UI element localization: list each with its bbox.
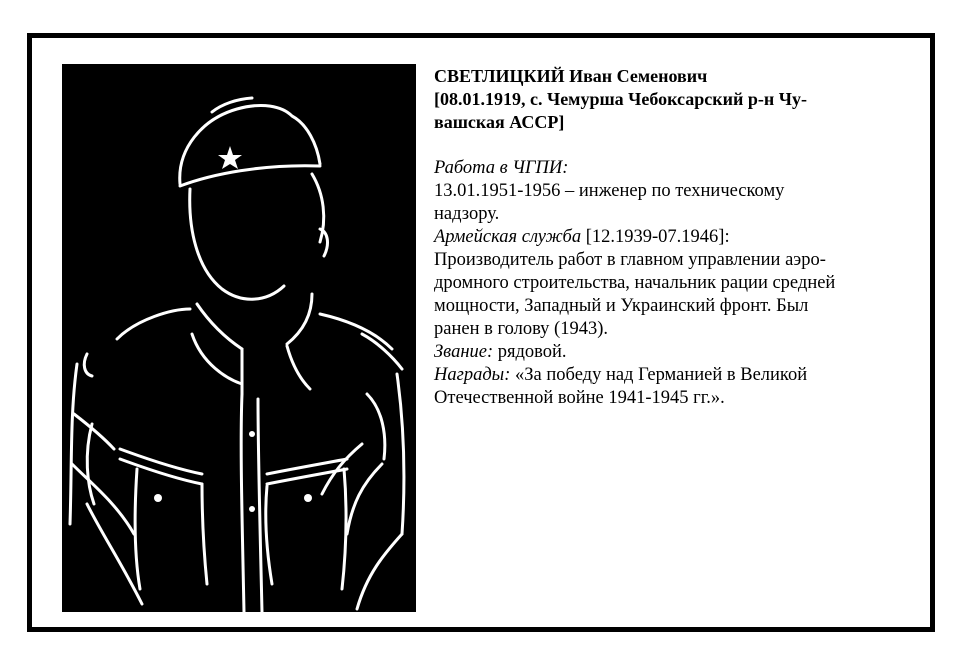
rank-value: рядовой.	[493, 342, 567, 362]
army-detail-3: мощности, Западный и Украинский фронт. Был	[434, 296, 809, 316]
work-detail-2: надзору.	[434, 204, 500, 224]
army-detail-4: ранен в голову (1943).	[434, 319, 608, 339]
work-label: Работа в ЧГПИ:	[434, 158, 569, 178]
army-service-heading	[434, 226, 912, 249]
birth-info-line-1: [08.01.1919, с. Чемурша Чебоксарский р-н Чу-	[434, 89, 807, 109]
bio-heading	[434, 65, 912, 134]
awards-label: Награды:	[434, 365, 511, 385]
rank-label: Звание:	[434, 342, 494, 362]
army-detail-2: дромного строительства, начальник рации средней	[434, 273, 836, 293]
army-period: [12.1939-07.1946]:	[581, 227, 730, 247]
biography-text	[434, 65, 912, 410]
person-name: СВЕТЛИЦКИЙ Иван Семенович	[434, 66, 708, 86]
rank-line	[434, 341, 912, 364]
army-label: Армейская служба	[434, 227, 582, 247]
work-detail-1: 13.01.1951-1956 – инженер по техническому	[434, 181, 785, 201]
awards-line-1	[434, 364, 912, 387]
army-detail-1: Производитель работ в главном управлении аэро-	[434, 250, 826, 270]
birth-info-line-2: вашская АССР]	[434, 112, 565, 132]
awards-line-2: Отечественной войне 1941-1945 гг.».	[434, 388, 725, 408]
awards-value-1: «За победу над Германией в Великой	[510, 365, 808, 385]
work-label-line	[434, 157, 912, 180]
soldier-silhouette-portrait	[62, 64, 416, 612]
